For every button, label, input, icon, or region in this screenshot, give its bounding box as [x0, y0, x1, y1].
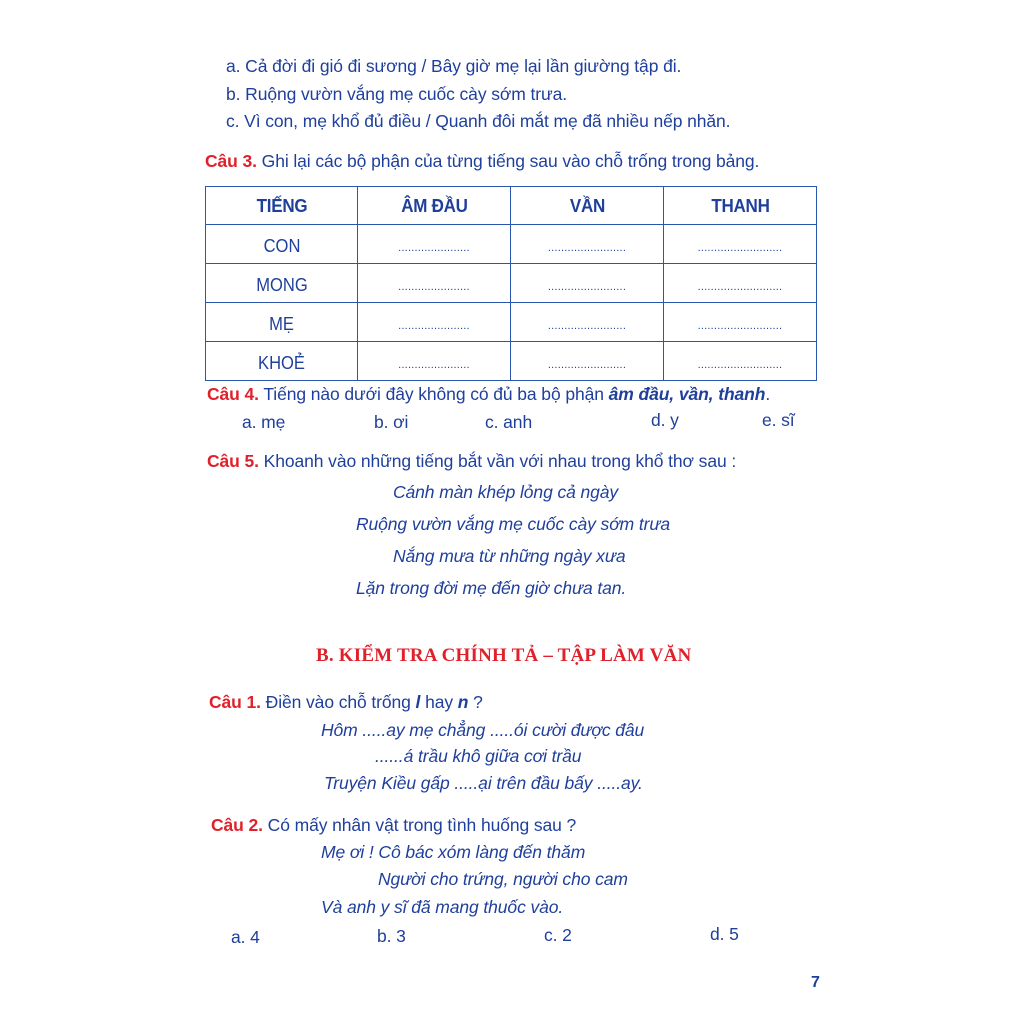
blank-thanh[interactable]: ..........................	[664, 303, 817, 342]
blank-thanh[interactable]: ..........................	[664, 225, 817, 264]
q4-option-c[interactable]: c. anh	[485, 412, 533, 432]
table-row	[206, 303, 817, 342]
q2-option-b[interactable]: b. 3	[377, 926, 406, 946]
word-cell: MẸ	[206, 303, 358, 342]
table-row	[206, 225, 817, 264]
question-4-emphasis: âm đầu, vần, thanh	[608, 384, 766, 404]
part-b-question-2	[211, 815, 576, 836]
blank-thanh[interactable]: ..........................	[664, 264, 817, 303]
poem-line: Cánh màn khép lỏng cả ngày	[393, 482, 619, 502]
header-van: VẦN	[517, 187, 658, 225]
question-5	[207, 451, 736, 472]
blank-am-dau[interactable]: ......................	[358, 303, 511, 342]
blank-van[interactable]: ........................	[511, 264, 664, 303]
part-b-question-1	[209, 692, 483, 713]
blank-van[interactable]: ........................	[511, 225, 664, 264]
word-cell: KHOẺ	[206, 342, 358, 381]
fill-line: Hôm .....ay mẹ chẳng .....ói cười được đâu	[321, 720, 645, 740]
question-3	[205, 151, 759, 172]
poem-line: Lặn trong đời mẹ đến giờ chưa tan.	[356, 578, 627, 598]
header-am-dau: ÂM ĐẦU	[364, 187, 505, 225]
question-4-end: .	[765, 384, 771, 404]
section-b-title: B. KIỂM TRA CHÍNH TẢ – TẬP LÀM VĂN	[316, 645, 692, 666]
question-3-text: Ghi lại các bộ phận của từng tiếng sau vào chỗ trống trong bảng.	[256, 151, 760, 171]
question-4-text: Tiếng nào dưới đây không có đủ ba bộ phận	[258, 384, 609, 404]
question-5-text: Khoanh vào những tiếng bắt vần với nhau trong khổ thơ sau :	[258, 451, 737, 471]
word-cell: CON	[206, 225, 358, 264]
blank-am-dau[interactable]: ......................	[358, 342, 511, 381]
option-n: n	[457, 692, 469, 712]
word-cell: MONG	[206, 264, 358, 303]
option-c-line: c. Vì con, mẹ khổ đủ điều / Quanh đôi mắt mẹ đã nhiều nếp nhăn.	[226, 111, 731, 131]
q2-option-c[interactable]: c. 2	[544, 925, 572, 945]
header-tieng: TIẾNG	[212, 187, 352, 225]
scenario-line: Người cho trứng, người cho cam	[378, 869, 628, 889]
option-b-line: b. Ruộng vườn vắng mẹ cuốc cày sớm trưa.	[226, 84, 567, 104]
part-b-question-2-text: Có mấy nhân vật trong tình huống sau ?	[262, 815, 577, 835]
syllable-table	[205, 186, 817, 381]
question-4	[207, 384, 770, 405]
blank-thanh[interactable]: ..........................	[664, 342, 817, 381]
table-row	[206, 342, 817, 381]
fill-line: ......á trầu khô giữa cơi trầu	[375, 746, 582, 766]
q4-option-a[interactable]: a. mẹ	[242, 412, 286, 432]
option-a-line: a. Cả đời đi gió đi sương / Bây giờ mẹ lại lần giường tập đi.	[226, 56, 682, 76]
part-b-question-1-text: Điền vào chỗ trống	[260, 692, 416, 712]
part-b-question-1-end: ?	[468, 692, 483, 712]
poem-line: Nắng mưa từ những ngày xưa	[393, 546, 626, 566]
part-b-question-2-label: Câu 2.	[211, 815, 263, 835]
fill-line: Truyện Kiều gấp .....ại trên đầu bấy .....ay.	[324, 773, 643, 793]
question-4-label: Câu 4.	[207, 384, 259, 404]
part-b-question-1-mid: hay	[420, 692, 458, 712]
question-5-label: Câu 5.	[207, 451, 259, 471]
blank-van[interactable]: ........................	[511, 303, 664, 342]
question-3-label: Câu 3.	[205, 151, 257, 171]
page-number: 7	[811, 974, 820, 991]
blank-am-dau[interactable]: ......................	[358, 225, 511, 264]
poem-line: Ruộng vườn vắng mẹ cuốc cày sớm trưa	[356, 514, 671, 534]
scenario-line: Và anh y sĩ đã mang thuốc vào.	[321, 897, 564, 917]
header-thanh: THANH	[670, 187, 811, 225]
part-b-question-1-label: Câu 1.	[209, 692, 261, 712]
blank-am-dau[interactable]: ......................	[358, 264, 511, 303]
q2-option-a[interactable]: a. 4	[231, 927, 260, 947]
table-row	[206, 264, 817, 303]
table-header-row	[206, 187, 817, 225]
q4-option-d[interactable]: d. y	[651, 410, 679, 430]
q2-option-d[interactable]: d. 5	[710, 924, 739, 944]
option-l: l	[415, 692, 421, 712]
scenario-line: Mẹ ơi ! Cô bác xóm làng đến thăm	[321, 842, 586, 862]
q4-option-e[interactable]: e. sĩ	[762, 410, 795, 430]
blank-van[interactable]: ........................	[511, 342, 664, 381]
q4-option-b[interactable]: b. ơi	[374, 412, 409, 432]
